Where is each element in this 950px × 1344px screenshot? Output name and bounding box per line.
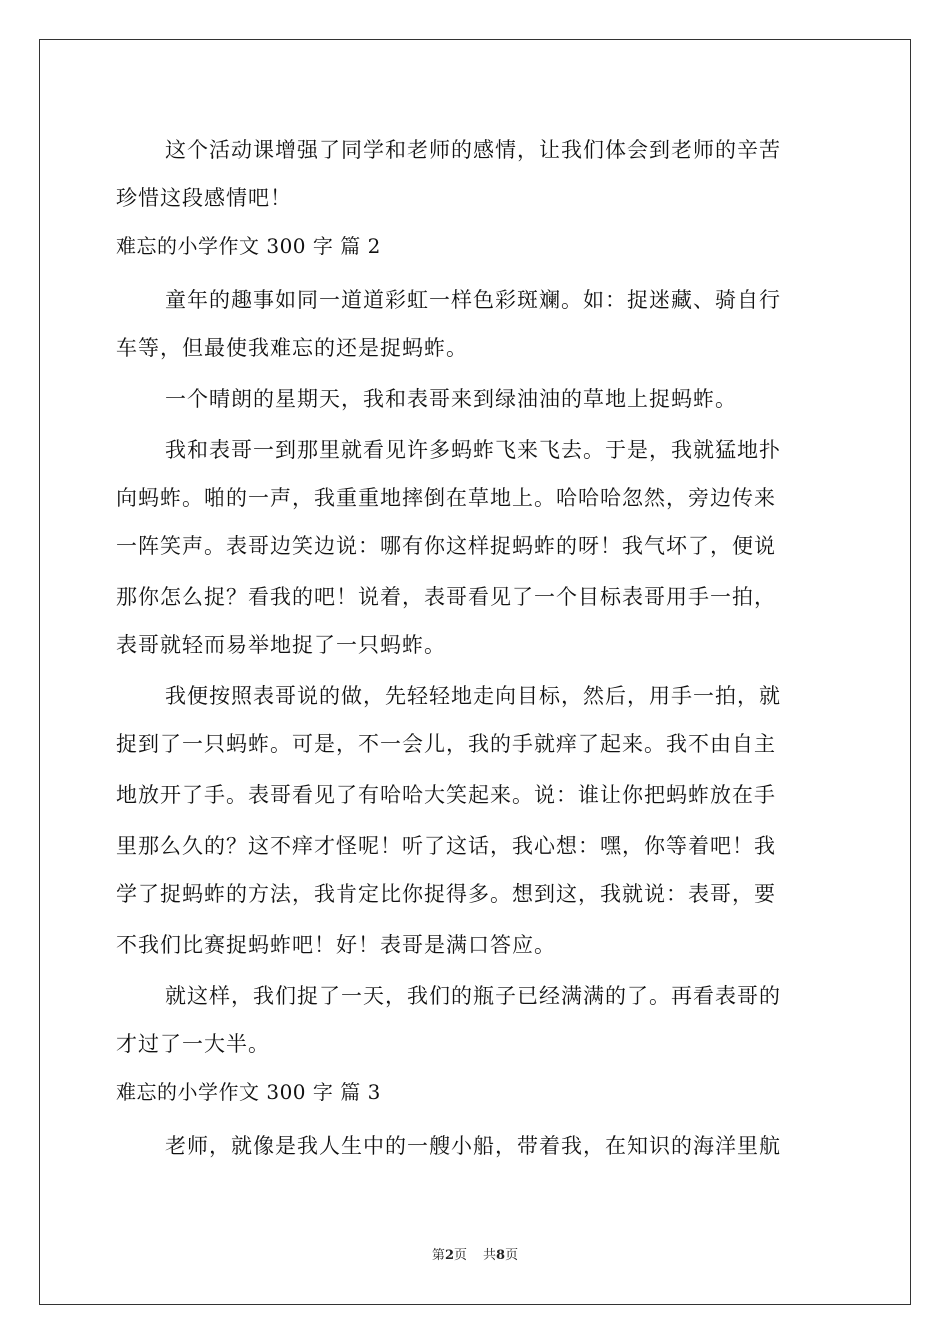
section-heading: 难忘的小学作文 300 字 篇 3 xyxy=(116,1080,381,1104)
text-line: 一个晴朗的星期天，我和表哥来到绿油油的草地上捉蚂蚱。 xyxy=(165,387,737,411)
text-line: 表哥就轻而易举地捉了一只蚂蚱。 xyxy=(116,633,446,657)
text-line: 地放开了手。表哥看见了有哈哈大笑起来。说：谁让你把蚂蚱放在手 xyxy=(116,783,776,807)
text-line: 不我们比赛捉蚂蚱吧！好！表哥是满口答应。 xyxy=(116,933,556,957)
page-suffix: 页 xyxy=(453,1248,467,1263)
page-number: 2 xyxy=(444,1248,454,1263)
section-heading: 难忘的小学作文 300 字 篇 2 xyxy=(116,234,381,258)
text-line: 里那么久的？这不痒才怪呢！听了这话，我心想：嘿，你等着吧！我 xyxy=(116,834,776,858)
text-line: 捉到了一只蚂蚱。可是，不一会儿，我的手就痒了起来。我不由自主 xyxy=(116,732,776,756)
total-prefix: 共 xyxy=(483,1248,497,1263)
text-line: 向蚂蚱。啪的一声，我重重地摔倒在草地上。哈哈哈忽然，旁边传来 xyxy=(116,486,776,510)
page-indicator xyxy=(432,1248,467,1263)
text-line: 珍惜这段感情吧！ xyxy=(116,186,292,210)
text-line: 学了捉蚂蚱的方法，我肯定比你捉得多。想到这，我就说：表哥，要 xyxy=(116,882,776,906)
text-line: 就这样，我们捉了一天，我们的瓶子已经满满的了。再看表哥的 xyxy=(165,984,781,1008)
text-line: 老师，就像是我人生中的一艘小船，带着我，在知识的海洋里航 xyxy=(165,1134,781,1158)
text-line: 车等，但最使我难忘的还是捉蚂蚱。 xyxy=(116,336,468,360)
total-suffix: 页 xyxy=(505,1248,519,1263)
text-line: 才过了一大半。 xyxy=(116,1032,270,1056)
total-indicator xyxy=(483,1248,518,1263)
text-line: 童年的趣事如同一道道彩虹一样色彩斑斓。如：捉迷藏、骑自行 xyxy=(165,288,781,312)
text-line: 这个活动课增强了同学和老师的感情，让我们体会到老师的辛苦 xyxy=(165,138,781,162)
text-line: 一阵笑声。表哥边笑边说：哪有你这样捉蚂蚱的呀！我气坏了，便说 xyxy=(116,534,776,558)
text-line: 我便按照表哥说的做，先轻轻地走向目标，然后，用手一拍，就 xyxy=(165,684,781,708)
total-pages: 8 xyxy=(496,1248,506,1263)
text-line: 我和表哥一到那里就看见许多蚂蚱飞来飞去。于是，我就猛地扑 xyxy=(165,438,781,462)
page-prefix: 第 xyxy=(431,1248,445,1263)
text-line: 那你怎么捉？看我的吧！说着，表哥看见了一个目标表哥用手一拍， xyxy=(116,585,776,609)
page-footer xyxy=(0,1247,950,1265)
